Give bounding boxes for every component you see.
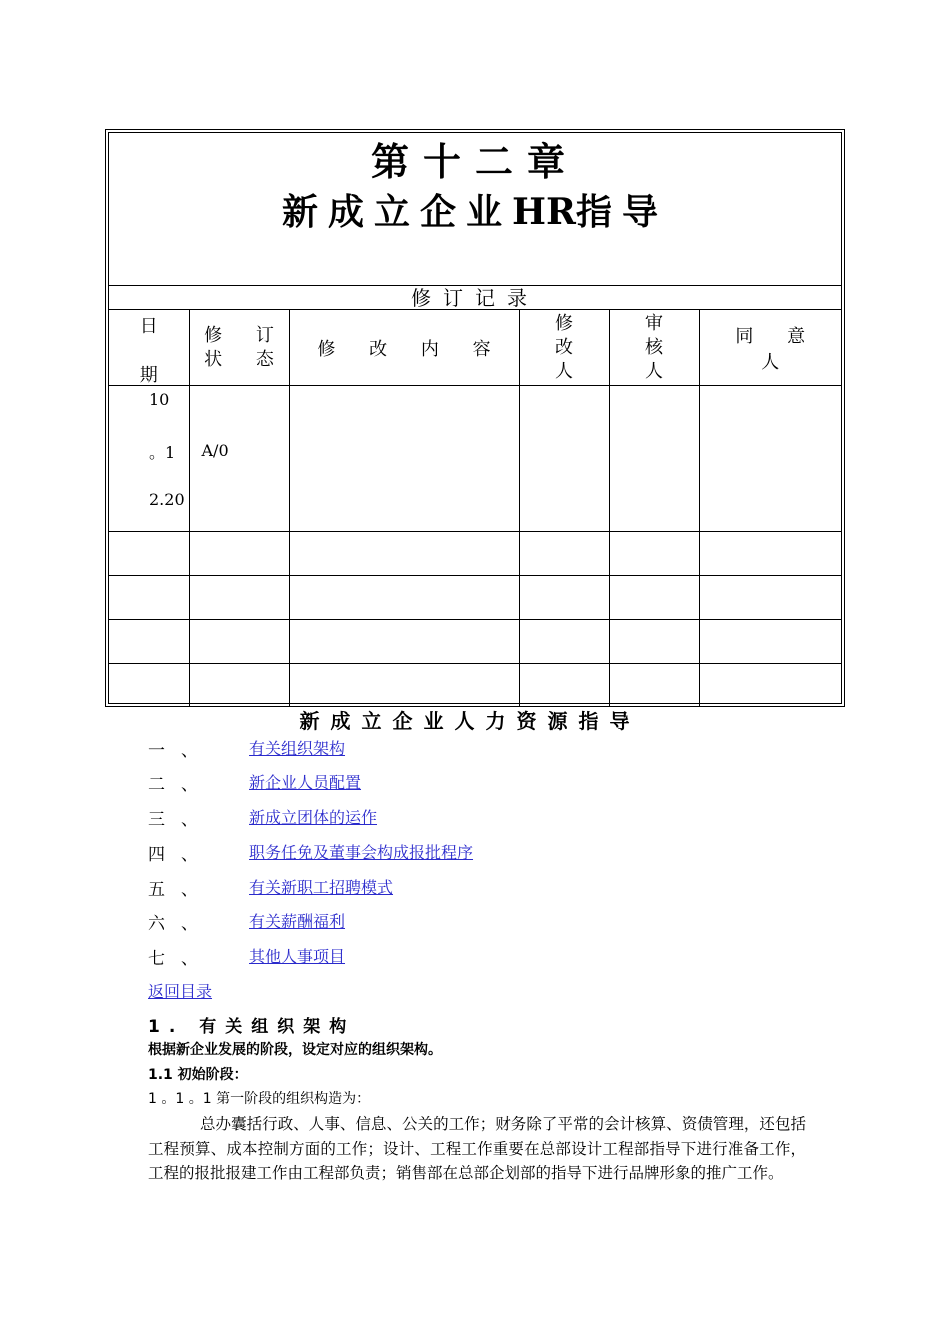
entry-modifier	[519, 386, 609, 532]
document-subtitle	[109, 189, 841, 236]
entry-reviewer	[609, 386, 699, 532]
cover-frame-inner	[108, 132, 842, 704]
toc-link-compensation[interactable]: 有关薪酬福利	[249, 912, 346, 931]
toc-link-operations[interactable]: 新成立团体的运作	[249, 808, 378, 827]
entry-date	[109, 386, 189, 532]
revision-record-header: 修订记录	[109, 285, 841, 310]
col-date	[109, 310, 189, 386]
subtitle-cn: 新成立企业	[282, 192, 513, 233]
toc-item-number: 六、	[148, 914, 214, 934]
entry-date-3: 2.20	[149, 490, 185, 509]
revision-header-row	[109, 310, 841, 386]
col-reviewer	[609, 310, 699, 386]
toc-link-staffing[interactable]: 新企业人员配置	[249, 773, 362, 792]
col-content	[289, 310, 519, 386]
revision-empty-row	[109, 576, 841, 620]
revision-empty-row	[109, 532, 841, 576]
toc-item-number: 五、	[148, 880, 214, 900]
revision-table	[109, 310, 841, 707]
col-modifier-2: 改	[555, 336, 573, 358]
cover-frame	[105, 129, 845, 707]
toc-link-org-structure[interactable]: 有关组织架构	[249, 739, 346, 758]
toc-link-appointments[interactable]: 职务任免及董事会构成报批程序	[249, 843, 474, 862]
revision-empty-row	[109, 664, 841, 708]
col-modifier-1: 修	[555, 312, 573, 334]
col-modifier-3: 人	[555, 360, 573, 382]
col-status-top: 修 订	[204, 324, 288, 346]
title-area	[109, 133, 841, 285]
toc-item-number: 二、	[148, 775, 214, 795]
subtitle-hr: HR	[512, 191, 576, 233]
entry-date-2: 。1	[149, 443, 176, 462]
back-to-contents-link[interactable]: 返回目录	[148, 982, 213, 1001]
col-approver-label: 同 意 人	[735, 325, 820, 373]
entry-approver	[699, 386, 841, 532]
col-approver	[699, 310, 841, 386]
entry-date-1: 10	[149, 390, 170, 409]
toc-item-number: 一、	[148, 741, 214, 761]
col-content-label: 修 改 内 容	[317, 338, 505, 360]
entry-status-value: A/0	[201, 441, 229, 460]
subsubsection-title: 1 。1 。1 第一阶段的组织构造为：	[148, 1091, 371, 1107]
toc-link-other-hr[interactable]: 其他人事项目	[249, 947, 346, 966]
body-paragraph: 总办囊括行政、人事、信息、公关的工作；财务除了平常的会计核算、资债管理，还包括工程预算、成本控制方面的工作；设计、工程工作重要在总部设计工程部指导下进行准备工作，工程的报批报建工作由工程部负责；销售部在总部企划部的指导下进行品牌形象的推广工作。	[148, 1115, 806, 1182]
entry-content	[289, 386, 519, 532]
toc-item-number: 三、	[148, 810, 214, 830]
toc-title: 新成立企业人力资源指导	[299, 709, 641, 733]
entry-status	[189, 386, 289, 532]
section-title: 1. 有关组织架构	[148, 1017, 356, 1037]
col-status	[189, 310, 289, 386]
revision-empty-row	[109, 620, 841, 664]
chapter-title: 第十二章	[370, 140, 579, 184]
col-date-top: 日	[139, 316, 158, 337]
revision-entry-row	[109, 386, 841, 532]
toc-item-number: 七、	[148, 949, 214, 969]
col-status-bottom: 状 态	[204, 348, 288, 370]
col-date-bottom: 期	[139, 365, 158, 386]
toc-link-recruitment[interactable]: 有关新职工招聘模式	[249, 878, 394, 897]
col-modifier	[519, 310, 609, 386]
col-reviewer-bottom: 人	[645, 360, 663, 382]
section-intro: 根据新企业发展的阶段，设定对应的组织架构。	[148, 1042, 442, 1058]
subsection-title: 1.1 初始阶段：	[148, 1067, 248, 1083]
toc-item-number: 四、	[148, 845, 214, 865]
col-reviewer-top: 审 核	[645, 312, 677, 358]
subtitle-tail: 指导	[575, 192, 668, 233]
